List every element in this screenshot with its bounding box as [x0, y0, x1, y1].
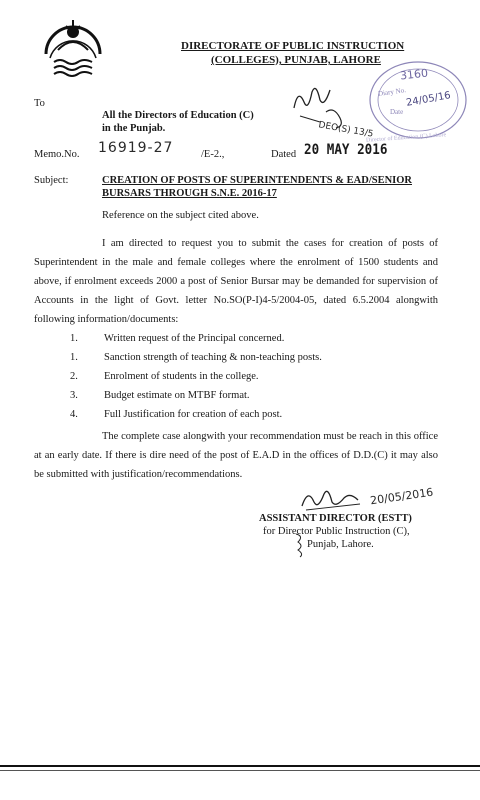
list-item-number: 4. [70, 409, 78, 420]
list-item-number: 1. [70, 333, 78, 344]
list-item-text: Budget estimate on MTBF format. [104, 390, 250, 401]
header-line-1: DIRECTORATE OF PUBLIC INSTRUCTION [181, 40, 405, 52]
reference-line: Reference on the subject cited above. [102, 210, 259, 221]
dated-label: Dated [271, 149, 297, 160]
signature-title: ASSISTANT DIRECTOR (ESTT) [259, 513, 412, 524]
memo-label: Memo.No. [34, 149, 80, 160]
list-item [34, 408, 438, 427]
body-paragraph: I am directed to request you to submit the cases for creation of posts of Superintendent in the male and female colleges where the enrolment of 1500 students and above, if enrolment exceeds 2000 a post of Senior Bursar may be demanded for supervision of Accounts in the light of Govt. letter No.SO(P-I)4-5/2004-05, dated 6.5.2004 alongwith following information/documents: [34, 238, 438, 325]
memo-suffix: /E-2., [201, 149, 225, 160]
stamp-number: 3160 [399, 66, 429, 83]
subject-line-1: CREATION OF POSTS OF SUPERINTENDENTS & EAD/SENIOR [102, 175, 412, 186]
recipient-line-2: in the Punjab. [102, 123, 166, 134]
signature-flourish [294, 532, 306, 558]
list-item-number: 1. [70, 352, 78, 363]
subject-line-2: BURSARS THROUGH S.N.E. 2016-17 [102, 188, 277, 199]
stamp-date-value: 24/05/16 [405, 90, 452, 109]
signature-line-2: for Director Public Instruction (C), [263, 526, 410, 537]
punjab-logo [40, 12, 106, 80]
header-line-2: (COLLEGES), PUNJAB, LAHORE [211, 54, 381, 66]
list-item [34, 389, 438, 408]
list-item-text: Enrolment of students in the college. [104, 371, 259, 382]
subject-label: Subject: [34, 175, 69, 186]
closing-paragraph: The complete case alongwith your recommendation must be reach in this office at an early date. If there is dire need of the post of E.A.D in the offices of D.D.(C) it may also be submitted with justification/recommendations. [34, 431, 438, 480]
list-item-text: Full Justification for creation of each post. [104, 409, 283, 420]
recipient-line-1: All the Directors of Education (C) [102, 110, 254, 121]
stamp-diary-label: Diary No. [377, 86, 407, 98]
initials-annotation: DEO(S) 13/5 [317, 120, 375, 140]
list-item [34, 332, 438, 351]
list-item [34, 370, 438, 389]
memo-number: 16919-27 [98, 140, 174, 156]
date-stamp: 20 MAY 2016 [304, 142, 388, 158]
list-item-number: 3. [70, 390, 78, 401]
stamp-date-label: Date [390, 108, 404, 116]
footer-rule-bottom [0, 770, 480, 771]
document-list [34, 332, 438, 427]
footer-rule-top [0, 765, 480, 767]
list-item-text: Written request of the Principal concerned. [104, 333, 285, 344]
punjab-emblem-icon [40, 12, 106, 80]
stamp-ring-text: Director of Education (C) Lahore [365, 132, 447, 144]
to-label: To [34, 98, 45, 109]
signature-date: 20/05/2016 [369, 485, 435, 508]
signature-line-3: Punjab, Lahore. [307, 539, 374, 550]
list-item-text: Sanction strength of teaching & non-teaching posts. [104, 352, 322, 363]
list-item-number: 2. [70, 371, 78, 382]
list-item [34, 351, 438, 370]
signature-scribble [298, 484, 368, 514]
